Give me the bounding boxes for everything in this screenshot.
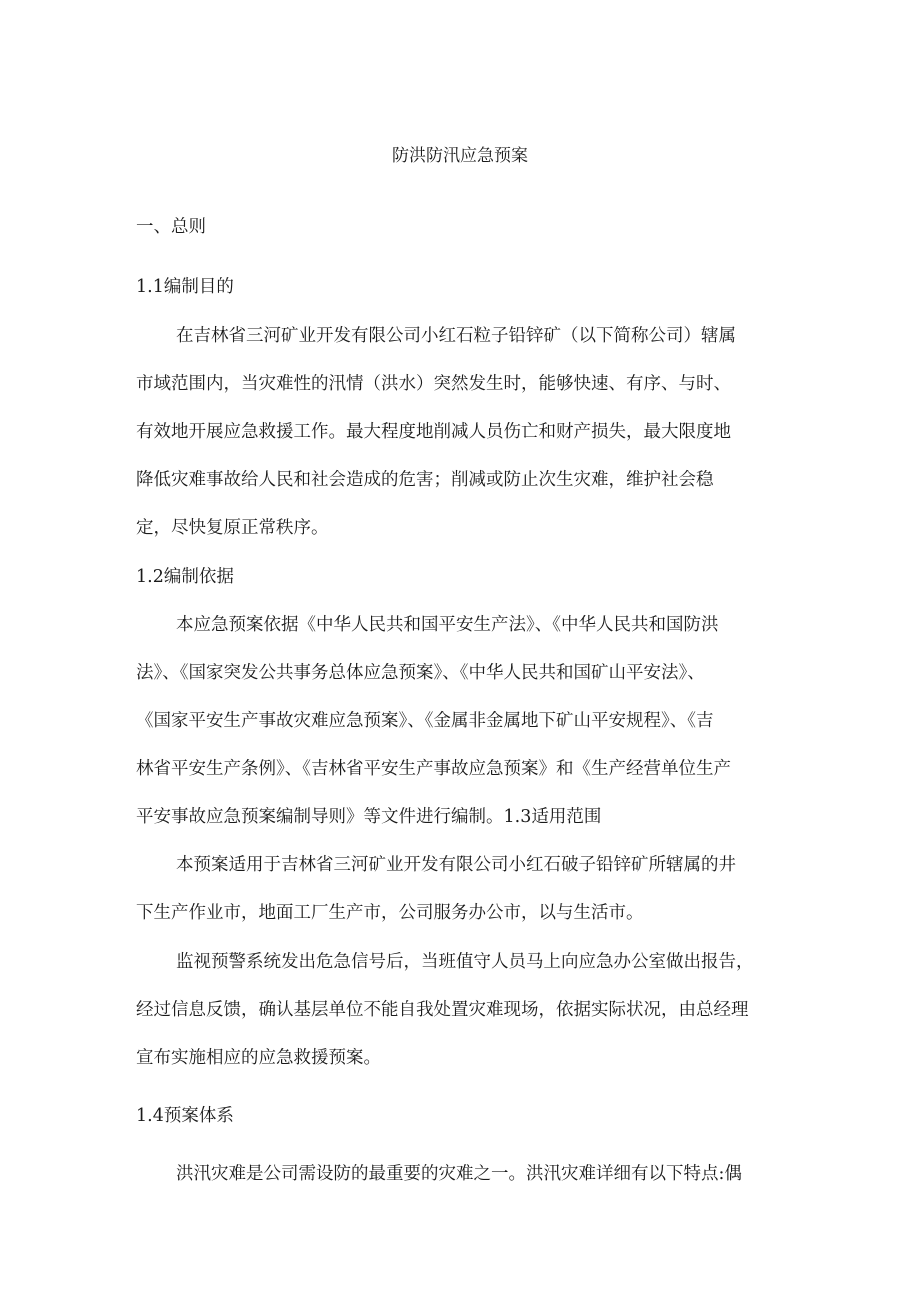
warning-line-2: 经过信息反馈，确认基层单位不能自我处置灾难现场，依据实际状况，由总经理 xyxy=(136,1000,749,1020)
basis-line-2: 法》、《国家突发公共事务总体应急预案》、《中华人民共和国矿山平安法》、 xyxy=(136,663,705,683)
purpose-line-2: 市域范围内，当灾难性的汛情（洪水）突然发生时，能够快速、有序、与时、 xyxy=(136,374,731,394)
scope-line-2: 下生产作业市，地面工厂生产市，公司服务办公市，以与生活市。 xyxy=(136,903,644,923)
subheading-plan-system: 1.4预案体系 xyxy=(136,1106,234,1126)
plan-system-line-1: 洪汛灾难是公司需设防的最重要的灾难之一。洪汛灾难详细有以下特点:偶 xyxy=(176,1164,742,1184)
purpose-line-5: 定，尽快复原正常秩序。 xyxy=(136,518,329,538)
basis-line-5: 平安事故应急预案编制导则》等文件进行编制。1.3适用范围 xyxy=(136,807,602,827)
purpose-line-4: 降低灾难事故给人民和社会造成的危害；削减或防止次生灾难，维护社会稳 xyxy=(136,470,714,490)
basis-line-4: 林省平安生产条例》、《吉林省平安生产事故应急预案》和《生产经营单位生产 xyxy=(136,759,731,779)
basis-line-1: 本应急预案依据《中华人民共和国平安生产法》、《中华人民共和国防洪 xyxy=(176,615,719,635)
purpose-line-3: 有效地开展应急救援工作。最大程度地削减人员伤亡和财产损失，最大限度地 xyxy=(136,422,731,442)
warning-line-1: 监视预警系统发出危急信号后，当班值守人员马上向应急办公室做出报告， xyxy=(176,952,754,972)
purpose-line-1: 在吉林省三河矿业开发有限公司小红石粒子铅锌矿（以下简称公司）辖属 xyxy=(176,326,736,346)
section-heading-general: 一、总则 xyxy=(136,217,206,237)
subheading-purpose: 1.1编制目的 xyxy=(136,277,234,297)
warning-line-3: 宣布实施相应的应急救援预案。 xyxy=(136,1048,381,1068)
basis-line-3: 《国家平安生产事故灾难应急预案》、《金属非金属地下矿山平安规程》、《吉 xyxy=(136,711,714,731)
subheading-basis: 1.2编制依据 xyxy=(136,567,234,587)
document-title: 防洪防汛应急预案 xyxy=(392,146,528,166)
scope-line-1: 本预案适用于吉林省三河矿业开发有限公司小红石破子铅锌矿所辖属的井 xyxy=(176,855,736,875)
